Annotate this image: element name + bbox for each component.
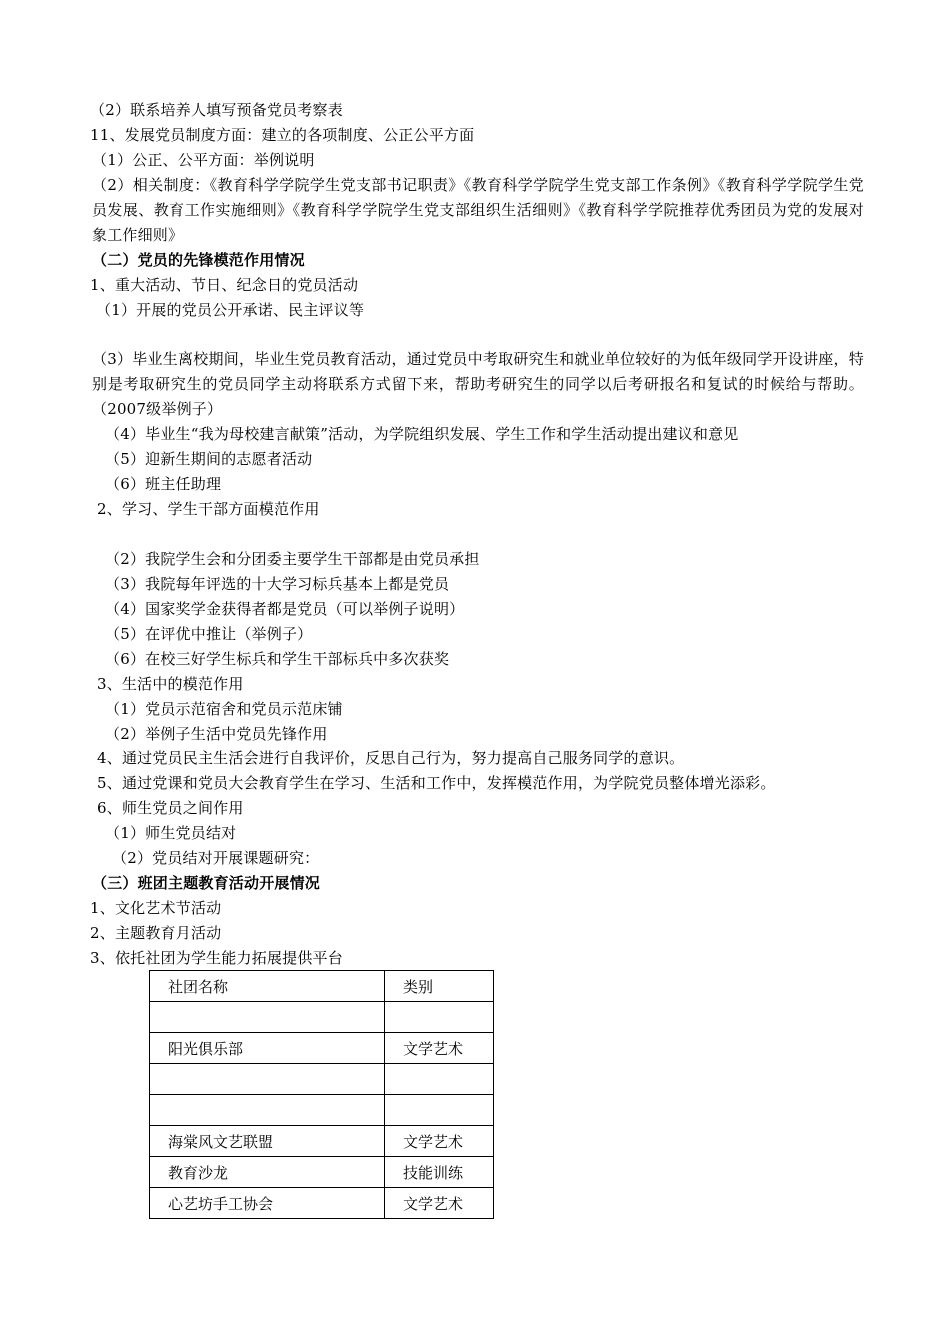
text-line: （2）党员结对开展课题研究： (112, 849, 320, 867)
club-name-cell: 教育沙龙 (150, 1157, 385, 1188)
header-club-name: 社团名称 (150, 971, 385, 1002)
category-cell: 文学艺术 (385, 1033, 494, 1064)
category-cell (385, 1095, 494, 1126)
table-header-row (150, 971, 494, 1002)
text-paragraph: （3）毕业生离校期间，毕业生党员教育活动，通过党员中考取研究生和就业单位较好的为低年级同学开设讲座，特别是考取研究生的党员同学主动将联系方式留下来，帮助考研究生的同学以后考研报名和复试的时候给与帮助。（2007级举例子） (92, 350, 864, 418)
club-name-cell: 阳光俱乐部 (150, 1033, 385, 1064)
category-cell (385, 1002, 494, 1033)
text-line: 6、师生党员之间作用 (97, 799, 244, 817)
text-line: （1）师生党员结对 (105, 824, 237, 842)
header-category: 类别 (385, 971, 494, 1002)
category-cell: 文学艺术 (385, 1188, 494, 1219)
club-table (149, 970, 494, 1219)
table-row (150, 1157, 494, 1188)
club-name-cell (150, 1002, 385, 1033)
text-line: （4）毕业生“我为母校建言献策”活动，为学院组织发展、学生工作和学生活动提出建议和意见 (105, 425, 739, 443)
category-cell: 文学艺术 (385, 1126, 494, 1157)
text-line: （1）党员示范宿舍和党员示范床铺 (105, 700, 343, 718)
table-row (150, 1033, 494, 1064)
club-name-cell: 海棠风文艺联盟 (150, 1126, 385, 1157)
table-row (150, 1002, 494, 1033)
text-line: 4、通过党员民主生活会进行自我评价，反思自己行为，努力提高自己服务同学的意识。 (97, 749, 685, 767)
text-line: （6）在校三好学生标兵和学生干部标兵中多次获奖 (105, 650, 450, 668)
text-line: 3、生活中的模范作用 (97, 675, 244, 693)
text-line: 3、依托社团为学生能力拓展提供平台 (90, 949, 343, 967)
table-row (150, 1126, 494, 1157)
section-heading: （二）党员的先锋模范作用情况 (92, 251, 305, 269)
table-row (150, 1064, 494, 1095)
text-line: （2）联系培养人填写预备党员考察表 (90, 101, 343, 119)
section-heading: （三）班团主题教育活动开展情况 (92, 874, 321, 892)
text-line: 2、学习、学生干部方面模范作用 (97, 500, 320, 518)
text-line: （3）我院每年评选的十大学习标兵基本上都是党员 (105, 575, 450, 593)
club-name-cell: 心艺坊手工协会 (150, 1188, 385, 1219)
club-name-cell (150, 1095, 385, 1126)
club-name-cell (150, 1064, 385, 1095)
text-line: 1、重大活动、节日、纪念日的党员活动 (90, 276, 359, 294)
text-line: （6）班主任助理 (105, 475, 222, 493)
text-line: 11、发展党员制度方面：建立的各项制度、公正公平方面 (90, 126, 475, 144)
category-cell: 技能训练 (385, 1157, 494, 1188)
category-cell (385, 1064, 494, 1095)
table-row (150, 1095, 494, 1126)
text-line: 1、文化艺术节活动 (90, 899, 222, 917)
text-line: （4）国家奖学金获得者都是党员（可以举例子说明） (105, 600, 465, 618)
table-row (150, 1188, 494, 1219)
text-paragraph: （2）相关制度：《教育科学学院学生党支部书记职责》《教育科学学院学生党支部工作条例》《教育科学学院学生党员发展、教育工作实施细则》《教育科学学院学生党支部组织生活细则》《教育科学学院推荐优秀团员为党的发展对象工作细则》 (92, 176, 864, 244)
text-line: （2）我院学生会和分团委主要学生干部都是由党员承担 (105, 550, 480, 568)
text-line: （5）在评优中推让（举例子） (105, 625, 313, 643)
text-line: （5）迎新生期间的志愿者活动 (105, 450, 313, 468)
text-line: 2、主题教育月活动 (90, 924, 222, 942)
text-line: （1）公正、公平方面：举例说明 (92, 151, 315, 169)
text-line: （2）举例子生活中党员先锋作用 (105, 725, 328, 743)
text-line: 5、通过党课和党员大会教育学生在学习、生活和工作中，发挥模范作用，为学院党员整体增光添彩。 (97, 774, 776, 792)
text-line: （1）开展的党员公开承诺、民主评议等 (96, 301, 365, 319)
